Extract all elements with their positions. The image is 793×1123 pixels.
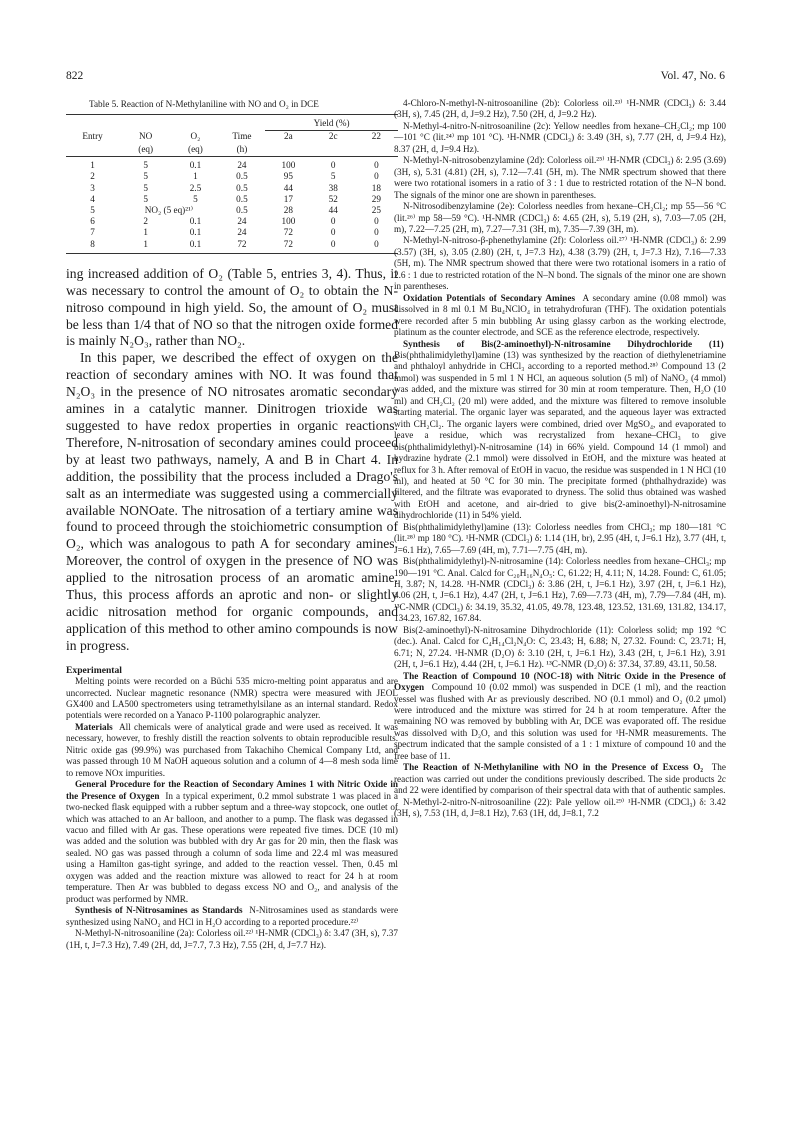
exp-paragraph: Melting points were recorded on a Büchi 535 micro-melting point apparatus and are uncorrected. Nuclear magnetic resonance (NMR) spectra were measured with JEOL GX400 and LA500 spectrometers using tetramethylsilane as an internal standard. Redox potentials were recorded on a Yanaco P-1100 polarographic analyzer. bbox=[66, 676, 398, 721]
compound-13: Bis(phthalimidylethyl)amine (13): Colorless needles from CHCl₃; mp 180—181 °C (lit.²⁸⁾ mp 180 °C). ¹H-NMR (CDCl₃) δ: 1.14 (1H, br), 2.95 (4H, t, J=6.1 Hz), 3.77 (4H, t, J=6.1 Hz), 7.65—7.69 (4H, m), 7.71—7.75 (4H, m). bbox=[394, 521, 726, 555]
table-col-header: 2a bbox=[284, 131, 293, 142]
table-cell: NO₂ (5 eq)²¹⁾ bbox=[144, 205, 193, 216]
compound-2f: N-Methyl-N-nitroso-β-phenethylamine (2f): Colorless oil.²⁷⁾ ¹H-NMR (CDCl₃) δ: 2.99 (3.57) (3H, s), 3.05 (2.80) (2H, t, J=7.3 Hz), 4.38 (3.79) (2H, t, J=7.3 Hz), 7.16—7.33 (5H, m). The NMR spectrum showed that there were two rotational isomers in a ratio of 2.6 : 1 due to restricted rotation of the N–N bond. The signals of the minor one are shown in parentheses. bbox=[394, 235, 726, 292]
table-cell: 18 bbox=[371, 182, 381, 193]
table-cell: 5 bbox=[143, 182, 148, 193]
oxidation-text: A secondary amine (0.08 mmol) was dissolved in 8 ml 0.1 M Bu₄NClO₄ in tetrahydrofuran (THF). The oxidation potentials were recorded after 5 min bubbling Ar using glassy carbon as the working electrode, platinum as the counter electrode, and SCE as the reference electrode, respectively. bbox=[394, 292, 726, 338]
reaction-10-text: Compound 10 (0.02 mmol) was suspended in DCE (1 ml), and the reaction vessel was flushed with Ar as previously described. NO (0.1 mmol) and O₂ (0.2 μmol) were introduced and the mixture was stirred for 24 h at room temperature. After the remaining NO was removed by bubbling with Ar, DCE was evaporated off. The residue was dissolved with D₂O, and this solution was used for ¹H-NMR measurements. The spectrum indicated that the sample consisted of a 1 : 1 mixture of compound 10 and the free base of 11. bbox=[394, 682, 727, 761]
right-column bbox=[394, 98, 726, 820]
table-5 bbox=[66, 98, 398, 254]
bis-synthesis-heading: Synthesis of Bis(2-aminoethyl)-N-nitrosamine Dihydrochloride (11) bbox=[403, 338, 724, 349]
yield-header: Yield (%) bbox=[313, 118, 350, 128]
page-number: 822 bbox=[66, 70, 84, 82]
compound-2a: N-Methyl-N-nitrosoaniline (2a): Colorless oil.²²⁾ ¹H-NMR (CDCl₃) δ: 3.47 (3H, s), 7.37 (1H, t, J=7.3 Hz), 7.49 (2H, dd, J=7.7, 7.3 Hz), 7.55 (2H, d, J=7.7 Hz). bbox=[66, 928, 398, 950]
table-cell: 29 bbox=[371, 193, 381, 204]
table-col-header: 22 bbox=[371, 131, 381, 142]
table-cell: 0.1 bbox=[189, 238, 202, 249]
table-caption: Table 5. Reaction of N-Methylaniline with NO and O₂ in DCE bbox=[89, 99, 319, 109]
table-cell: 0 bbox=[374, 216, 379, 227]
table-col-unit bbox=[66, 144, 119, 157]
table-cell: 72 bbox=[283, 238, 293, 249]
table-cell: 24 bbox=[237, 227, 247, 238]
table-cell: 24 bbox=[237, 216, 247, 227]
table-col-unit bbox=[355, 144, 398, 157]
table-cell: 95 bbox=[283, 171, 293, 182]
table-cell: 6 bbox=[90, 216, 95, 227]
table-col-header: NO bbox=[139, 130, 153, 141]
general-procedure-heading: General Procedure for the Reaction of Secondary Amines 1 with Nitric Oxide in the Presence of Oxygen bbox=[66, 779, 398, 801]
table-col-header: Time bbox=[232, 130, 252, 141]
table-cell: 0.5 bbox=[236, 182, 248, 193]
table-row bbox=[66, 216, 398, 227]
table-cell: 4 bbox=[90, 193, 95, 204]
table-cell: 0.5 bbox=[236, 171, 248, 182]
compound-2e: N-Nitrosodibenzylamine (2e): Colorless needles from hexane–CH₂Cl₂; mp 55—56 °C (lit.²⁶⁾ mp 58—59 °C). ¹H-NMR (CDCl₃) δ: 4.65 (2H, s), 5.19 (2H, s), 7.03—7.05 (2H, m), 7.22—7.25 (2H, m), 7.27—7.31 (3H, m), 7.35—7.39 (3H, m). bbox=[394, 201, 726, 234]
main-text bbox=[66, 266, 398, 655]
table-row bbox=[66, 205, 398, 216]
table-cell: 0.5 bbox=[236, 193, 248, 204]
excess-o2-heading: The Reaction of N-Methylaniline with NO in the Presence of Excess O₂ bbox=[403, 762, 703, 773]
compound-11: Bis(2-aminoethyl)-N-nitrosamine Dihydrochloride (11): Colorless solid; mp 192 °C (dec.). Anal. Calcd for C₄H₁₄Cl₂N₄O: C, 23.43; H, 6.88; N, 27.32. Found: C, 23.71; H, 6.71; N, 27.24. ¹H-NMR (D₂O) δ: 3.10 (2H, t, J=6.1 Hz), 3.43 (2H, t, J=6.1 Hz), 3.91 (2H, t, J=6.1 Hz), 4.44 (2H, t, J=6.1 Hz). ¹³C-NMR (D₂O) δ: 37.34, 37.89, 43.11, 50.58. bbox=[394, 624, 726, 670]
table-col-header: O₂ bbox=[190, 130, 201, 141]
compound-2b: 4-Chloro-N-methyl-N-nitrosoaniline (2b): Colorless oil.²³⁾ ¹H-NMR (CDCl₃) δ: 3.44 (3H, s), 7.45 (2H, d, J=9.2 Hz), 7.50 (2H, d, J=9.2 Hz). bbox=[394, 98, 726, 120]
compound-14: Bis(phthalimidylethyl)-N-nitrosamine (14): Colorless needles from hexane–CHCl₃; mp 190—191 °C. Anal. Calcd for C₂₀H₁₆N₄O₅: C, 61.22; H, 4.11; N, 14.28. Found: C, 61.05; H, 3.87; N, 14.28. ¹H-NMR (CDCl₃) δ: 3.86 (2H, t, J=6.1 Hz), 3.97 (2H, t, J=6.1 Hz), 4.06 (2H, t, J=6.1 Hz), 4.47 (2H, t, J=6.1 Hz), 7.69—7.73 (4H, m), 7.79—7.84 (4H, m). ¹³C-NMR (CDCl₃) δ: 34.19, 35.32, 41.05, 49.78, 123.48, 123.52, 131.69, 131.82, 134.17, 134.23, 167.82, 167.84. bbox=[394, 556, 726, 624]
table-cell: 5 bbox=[143, 160, 148, 171]
table-cell: 1 bbox=[193, 171, 198, 182]
table-cell: 72 bbox=[283, 227, 293, 238]
table-col-unit: (eq) bbox=[138, 143, 154, 154]
table-row bbox=[66, 171, 398, 182]
table-cell: 0 bbox=[330, 238, 336, 249]
table-cell: 100 bbox=[281, 160, 296, 171]
table-row bbox=[66, 227, 398, 238]
table-cell: 0 bbox=[330, 227, 336, 238]
general-procedure-text: In a typical experiment, 0.2 mmol substrate 1 was placed in a two-necked flask equipped with a rubber septum and a three-way stopcock, one outlet of which was attached to an Ar balloon, and another to a pump. The flask was degassed in vacuo and filled with Ar gas. These operations were repeated five times. DCE (10 ml) was added and the solution was bubbled with dry Ar gas for 20 min, then the flask was sealed. NO gas was passed through a column of soda lime and 22.4 ml was measured using a Hamilton gas-tight syringe, and added to the reaction vessel. Then, 0.45 ml oxygen was added and the reaction mixture was allowed to react for 24 h at room temperature. Then Ar was bubbled to degass excess NO and O₂, and analysis of the product was performed by NMR. bbox=[66, 790, 398, 904]
table-cell: 44 bbox=[283, 182, 293, 193]
experimental-section bbox=[66, 665, 398, 951]
table-cell: 25 bbox=[371, 205, 381, 216]
table-cell: 72 bbox=[237, 238, 247, 249]
materials-heading: Materials bbox=[75, 721, 113, 732]
table-cell: 1 bbox=[90, 160, 95, 171]
compound-22: N-Methyl-2-nitro-N-nitrosoaniline (22): Pale yellow oil.²⁹⁾ ¹H-NMR (CDCl₃) δ: 3.42 (3H, s), 7.53 (1H, d, J=8.1 Hz), 7.63 (1H, dd, J=8.1, 7.2 bbox=[394, 796, 726, 819]
synthesis-text: N-Nitrosamines used as standards were synthesized using NaNO₂ and HCl in H₂O according to a reported procedure.²²⁾ bbox=[66, 905, 399, 927]
table-cell: 24 bbox=[237, 160, 247, 171]
compound-2c: N-Methyl-4-nitro-N-nitrosoaniline (2c): Yellow needles from hexane–CH₂Cl₂; mp 100—101 °C (lit.²⁴⁾ mp 101 °C). ¹H-NMR (CDCl₃) δ: 3.49 (3H, s), 7.77 (2H, d, J=9.4 Hz), 8.37 (2H, d, J=9.4 Hz). bbox=[394, 120, 726, 154]
excess-o2-text: The reaction was carried out under the conditions previously described. The side products 2c and 22 were identified by comparison of their spectral data with that of authentic samples. bbox=[394, 762, 726, 796]
table-cell: 0 bbox=[374, 171, 379, 182]
table-cell: 44 bbox=[328, 205, 338, 216]
body-paragraph: ing increased addition of O₂ (Table 5, entries 3, 4). Thus, it was necessary to control the amount of O₂ to obtain the N-nitroso compound in high yield. So, the amount of O₂ must be less than 1/4 that of NO so that the nitrogen oxide formed is mainly N₂O₃, rather than NO₂. bbox=[66, 265, 398, 349]
experimental-heading: Experimental bbox=[66, 664, 122, 676]
table-cell: 8 bbox=[90, 238, 95, 249]
table-cell: 7 bbox=[90, 227, 95, 238]
table-cell: 0.5 bbox=[236, 205, 248, 216]
table-cell: 0 bbox=[374, 160, 379, 171]
oxidation-heading: Oxidation Potentials of Secondary Amines bbox=[403, 292, 576, 303]
table-col-header: 2c bbox=[328, 131, 338, 142]
materials-text: All chemicals were of analytical grade and were used as received. It was necessary, however, to freshly distill the reaction solvents to obtain reproducible results. Nitric oxide gas (99.9%) was purchased from Takachiho Chemical Company Ltd, and was passed through 10 M NaOH aqueous solution and a column of 4—8 mesh soda lime to remove NOx impurities. bbox=[66, 721, 398, 778]
volume-info: Vol. 47, No. 6 bbox=[660, 70, 725, 82]
table-cell: 5 bbox=[143, 193, 148, 204]
body-paragraph: In this paper, we described the effect of oxygen on the reaction of secondary amines with NO. It was found that N₂O₃ in the presence of NO nitrosates aromatic secondary amines in a catalytic manner. Dinitrogen trioxide was suggested to have redox properties in organic reactions. Therefore, N-nitrosation of secondary amines could proceed by at least two pathways, namely, A and B in Chart 4. In addition, the possibility that the process included a Drago's salt as an intermediate was suggested using a commercially available NONOate. The nitrosation of a tertiary amine was found to proceed through the stoichiometric consumption of O₂, which was analogous to path A for secondary amines. Moreover, the control of oxygen in the presence of NO was applied to the nitrosation process of an aromatic amine. Thus, this process affords an aprotic and non- or slightly acidic nitrosation method for organic compounds, and application of this method to other amino compounds is now in progress. bbox=[66, 350, 398, 653]
table-cell: 0 bbox=[374, 227, 379, 238]
left-column bbox=[66, 98, 398, 951]
table-row bbox=[66, 157, 398, 171]
table-cell: 2 bbox=[143, 216, 148, 227]
reaction-10-heading: The Reaction of Compound 10 (NOC-18) with Nitric Oxide in the Presence of Oxygen bbox=[394, 670, 726, 693]
table-cell: 2 bbox=[90, 171, 95, 182]
bis-synthesis-text: Bis(phthalimidylethyl)amine (13) was synthesized by the reaction of diethylenetriamine and phthaloyl anhydride in CHCl₃ according to a reported method.²⁸⁾ Compound 13 (2 mmol) was suspended in 5 ml 1 N HCl, an aqueous solution (5 ml) of NaNO₂ (4 mmol) was added, and the mixture was stirred for 30 min at room temperature. Then, H₂O (10 ml) and CH₂Cl₂ (20 ml) were added, and the mixture was filtered to remove insoluble starting material. The organic layer was separated, and the aqueous layer was extracted with CH₂Cl₂. The organic layers were combined, dried over MgSO₄, and evaporated to leave a residue, which was recrystalized from hexane–CHCl₃ to give bis(phthalimidylethyl)-N-nitrosamine (14) in 66% yield. Compound 14 (1 mmol) and hydrazine hydrate (2.1 mmol) were dissolved in EtOH, and the mixture was heated at reflux for 3 h. After removal of EtOH in vacuo, the residue was suspended in 1 N HCl (10 ml), and heated at 50 °C for 30 min. The precipitate formed (phthalhydrazide) was filtered, and the filtrate was evaporated to dryness. The solid thus obtained was washed with EtOH and acetone, and air-dried to give bis(2-aminoethyl)-N-nitrosamine dihydrochloride (11) in 54% yield. bbox=[394, 349, 726, 521]
table-cell: 2.5 bbox=[189, 182, 202, 193]
table-cell: 1 bbox=[143, 238, 148, 249]
table-col-header: Entry bbox=[82, 130, 103, 141]
table-row bbox=[66, 239, 398, 254]
table-cell: 0.1 bbox=[189, 160, 202, 171]
table-cell: 38 bbox=[328, 182, 338, 193]
table-cell: 5 bbox=[90, 205, 95, 216]
table-cell: 5 bbox=[143, 171, 148, 182]
table-cell: 52 bbox=[328, 193, 338, 204]
compound-2d: N-Methyl-N-nitrosobenzylamine (2d): Colorless oil.²⁵⁾ ¹H-NMR (CDCl₃) δ: 2.95 (3.69) (3H, s), 5.31 (4.81) (2H, s), 7.12—7.41 (5H, m). The NMR spectrum showed that there were two rotational isomers in a ratio of 3 : 1 due to restricted rotation of the N–N bond. The signals of the minor one are shown in parentheses. bbox=[394, 155, 726, 200]
table-col-unit bbox=[265, 144, 311, 157]
table-row bbox=[66, 183, 398, 194]
table-cell: 0 bbox=[374, 238, 379, 249]
table-cell: 0.1 bbox=[189, 227, 202, 238]
table-cell: 5 bbox=[330, 171, 336, 182]
table-cell: 0.1 bbox=[189, 216, 202, 227]
table-cell: 3 bbox=[90, 182, 95, 193]
table-row bbox=[66, 194, 398, 205]
table-cell: 100 bbox=[281, 216, 296, 227]
table-cell: 5 bbox=[193, 193, 198, 204]
table-cell: 0 bbox=[330, 160, 336, 171]
table-cell: 28 bbox=[283, 205, 293, 216]
table-cell: 1 bbox=[143, 227, 148, 238]
table-col-unit: (h) bbox=[236, 143, 248, 154]
table-col-unit: (eq) bbox=[188, 143, 203, 154]
table-cell: 0 bbox=[330, 216, 336, 227]
table-cell: 17 bbox=[283, 193, 293, 204]
table-5-grid bbox=[66, 114, 398, 254]
synthesis-heading: Synthesis of N-Nitrosamines as Standards bbox=[75, 905, 243, 916]
table-col-unit bbox=[312, 144, 355, 157]
